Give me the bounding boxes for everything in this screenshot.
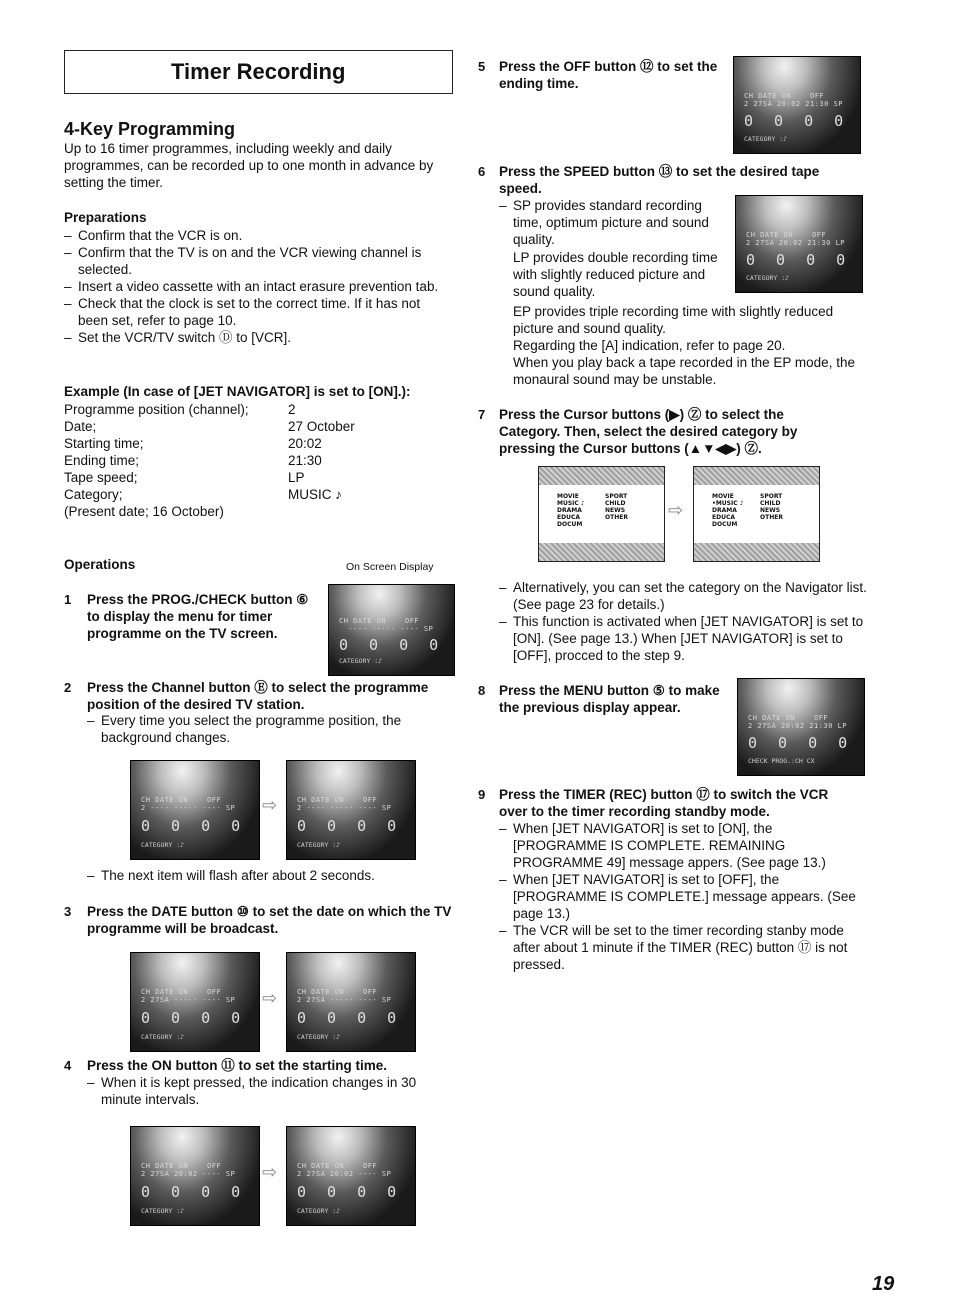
arrow-icon: ⇨: [262, 1162, 278, 1182]
example-value: 27 October: [288, 419, 355, 434]
osd-digits: 0 0 0 0: [141, 1182, 247, 1201]
step-2-after: [87, 867, 447, 884]
list-item: – Confirm that the TV is on and the VCR viewing channel is selected.: [64, 244, 449, 278]
osd-header: CH DATE ON OFF 2 ---- ----- ---- SP: [141, 796, 236, 813]
list-item: – The next item will flash after about 2 seconds.: [87, 867, 447, 884]
page-title: Timer Recording: [171, 59, 346, 84]
step-3-text: Press the DATE button ⑩ to set the date on which the TV programme will be broadcast.: [87, 904, 452, 936]
osd-header: CH DATE ON OFF 2 27SA 20:02 ---- SP: [141, 1162, 236, 1179]
step-5-text: Press the OFF button ⑫ to set the ending time.: [499, 59, 718, 91]
osd-digits: 0 0 0 0: [748, 733, 854, 752]
osd-category: CATEGORY :♪: [141, 1207, 185, 1215]
step-9-notes: [499, 820, 869, 973]
step-9-text: Press the TIMER (REC) button ⑰ to switch the VCR over to the timer recording standby mode.: [499, 787, 829, 819]
section-heading: 4-Key Programming: [64, 119, 236, 139]
osd-screen-step3a: [130, 952, 260, 1052]
step-7-notes: [499, 579, 869, 664]
osd-header: CH DATE ON OFF 2 ---- ----- ---- SP: [297, 796, 392, 813]
osd-digits: 0 0 0 0: [744, 111, 850, 130]
example-value: MUSIC ♪: [288, 487, 342, 502]
osd-category: CATEGORY :♪: [744, 135, 788, 143]
example-table: [64, 401, 424, 520]
intro-text: Up to 16 timer programmes, including weekly and daily programmes, can be recorded up to one month in advance by setting the timer.: [64, 141, 434, 190]
osd-category: CATEGORY :♪: [297, 1207, 341, 1215]
list-item: – Insert a video cassette with an intact erasure prevention tab.: [64, 278, 449, 295]
list-item: – When it is kept pressed, the indication changes in 30 minute intervals.: [87, 1074, 417, 1108]
example-value: 2: [288, 402, 296, 417]
osd-screen-step1: [328, 584, 455, 676]
list-item: – Check that the clock is set to the correct time. If it has not been set, refer to page 10.: [64, 295, 449, 329]
preparations-list: [64, 227, 449, 346]
step-6-a: Regarding the [A] indication, refer to page 20.: [513, 338, 786, 353]
category-bar: [539, 467, 664, 485]
step-6-notes: [499, 197, 724, 248]
step-4-notes: [87, 1074, 417, 1108]
list-item: – Set the VCR/TV switch Ⓓ to [VCR].: [64, 329, 449, 346]
preparations-heading: Preparations: [64, 210, 147, 225]
arrow-icon: ⇨: [262, 795, 278, 815]
example-value: 20:02: [288, 436, 322, 451]
step-number: 3: [64, 904, 72, 919]
step-number: 5: [478, 59, 486, 74]
example-heading: Example (In case of [JET NAVIGATOR] is set to [ON].):: [64, 384, 411, 399]
list-item: – When [JET NAVIGATOR] is set to [ON], the [PROGRAMME IS COMPLETE. REMAINING PROGRAMME 49] message appers. (See page 13.): [499, 820, 869, 871]
example-label: Ending time;: [64, 453, 140, 468]
step-2-text: Press the Channel button Ⓔ to select the programme position of the desired TV station.: [87, 680, 429, 712]
example-label: Category;: [64, 487, 123, 502]
step-number: 7: [478, 407, 486, 422]
osd-screen-step4a: [130, 1126, 260, 1226]
list-item: – Alternatively, you can set the category on the Navigator list. (See page 23 for details.): [499, 579, 869, 613]
osd-digits: 0 0 0 0: [339, 636, 445, 655]
osd-header: CH DATE ON OFF 2 27SA ----- ---- SP: [297, 988, 392, 1005]
category-grid: MOVIE SPORT •MUSIC ♪ CHILD DRAMA NEWS EDUCA OTHER DOCUM: [712, 493, 783, 528]
osd-category: CATEGORY :♪: [297, 841, 341, 849]
osd-screen-step2a: [130, 760, 260, 860]
osd-category: CATEGORY :♪: [141, 841, 185, 849]
step-number: 4: [64, 1058, 72, 1073]
step-number: 1: [64, 592, 72, 607]
example-label: Starting time;: [64, 436, 144, 451]
list-item: – Every time you select the programme position, the background changes.: [87, 712, 447, 746]
operations-heading: Operations: [64, 557, 136, 572]
category-screen-b: [693, 466, 820, 562]
osd-digits: 0 0 0 0: [746, 250, 852, 269]
example-value: 21:30: [288, 453, 322, 468]
arrow-icon: ⇨: [668, 500, 684, 520]
osd-category: CATEGORY :♪: [297, 1033, 341, 1041]
osd-screen-step6: [735, 195, 863, 293]
list-item: – The VCR will be set to the timer recording stanby mode after about 1 minute if the TIMER (REC) button ⑰ is not pressed.: [499, 922, 869, 973]
osd-screen-step4b: [286, 1126, 416, 1226]
step-7-text: Press the Cursor buttons (▶) Ⓩ to select the Category. Then, select the desired category by pressing the Cursor buttons (▲▼◀▶) Ⓩ.: [499, 407, 798, 456]
osd-header: CH DATE ON OFF 2 27SA 20:02 21:30 LP: [746, 230, 846, 247]
osd-check-line: CHECK PROG.:CH CX: [748, 757, 815, 765]
step-number: 9: [478, 787, 486, 802]
osd-digits: 0 0 0 0: [141, 816, 247, 835]
step-number: 2: [64, 680, 72, 695]
osd-header: CH DATE ON OFF 2 27SA ----- ---- SP: [141, 988, 236, 1005]
example-label: Date;: [64, 419, 97, 434]
step-6-text: Press the SPEED button ⑬ to set the desired tape speed.: [499, 164, 820, 196]
example-value: LP: [288, 470, 305, 485]
step-number: 8: [478, 683, 486, 698]
step-2-notes: [87, 712, 447, 746]
osd-screen-step5: [733, 56, 861, 154]
osd-screen-step8: [737, 678, 865, 776]
title-box: [64, 50, 453, 94]
osd-header: CH DATE ON OFF 2 27SA 20:02 21:30 SP: [744, 91, 844, 108]
list-item: – This function is activated when [JET NAVIGATOR] is set to [ON]. (See page 13.) When [JET NAVIGATOR] is set to [OFF], procced to the step 9.: [499, 613, 869, 664]
step-6-lp: LP provides double recording time with slightly reduced picture and sound quality.: [513, 250, 718, 299]
step-4-text: Press the ON button ⑪ to set the starting time.: [87, 1058, 388, 1073]
step-6-ep-note: When you play back a tape recorded in the EP mode, the monaural sound may be unstable.: [513, 355, 855, 387]
osd-digits: 0 0 0 0: [141, 1008, 247, 1027]
list-item: – SP provides standard recording time, optimum picture and sound quality.: [499, 197, 724, 248]
page-number: 19: [872, 1273, 895, 1295]
osd-screen-step3b: [286, 952, 416, 1052]
category-bar: [694, 543, 819, 561]
example-label: Tape speed;: [64, 470, 138, 485]
osd-digits: 0 0 0 0: [297, 1008, 403, 1027]
category-grid: MOVIE SPORT MUSIC ♪ CHILD DRAMA NEWS EDUCA OTHER DOCUM: [557, 493, 628, 528]
step-number: 6: [478, 164, 486, 179]
osd-label: On Screen Display: [346, 561, 434, 573]
present-date: (Present date; 16 October): [64, 504, 224, 519]
list-item: – When [JET NAVIGATOR] is set to [OFF], the [PROGRAMME IS COMPLETE.] message appears. (See page 13.): [499, 871, 869, 922]
example-label: Programme position (channel);: [64, 402, 249, 417]
category-bar: [539, 543, 664, 561]
step-6-ep: EP provides triple recording time with slightly reduced picture and sound quality.: [513, 304, 834, 336]
step-1-text: Press the PROG./CHECK button ⑥ to display the menu for timer programme on the TV screen.: [87, 592, 309, 641]
step-8-text: Press the MENU button ⑤ to make the previous display appear.: [499, 683, 720, 715]
osd-category: CATEGORY :♪: [141, 1033, 185, 1041]
osd-digits: 0 0 0 0: [297, 816, 403, 835]
osd-digits: 0 0 0 0: [297, 1182, 403, 1201]
osd-category: CATEGORY :♪: [746, 274, 790, 282]
osd-category: CATEGORY :♪: [339, 657, 383, 665]
arrow-icon: ⇨: [262, 988, 278, 1008]
list-item: – Confirm that the VCR is on.: [64, 227, 449, 244]
osd-header: CH DATE ON OFF 2 27SA 20:02 21:30 LP: [748, 713, 848, 730]
category-bar: [694, 467, 819, 485]
osd-header: CH DATE ON OFF ---- ----- ---- SP: [339, 617, 434, 634]
category-screen-a: [538, 466, 665, 562]
osd-screen-step2b: [286, 760, 416, 860]
osd-header: CH DATE ON OFF 2 27SA 20:02 ---- SP: [297, 1162, 392, 1179]
